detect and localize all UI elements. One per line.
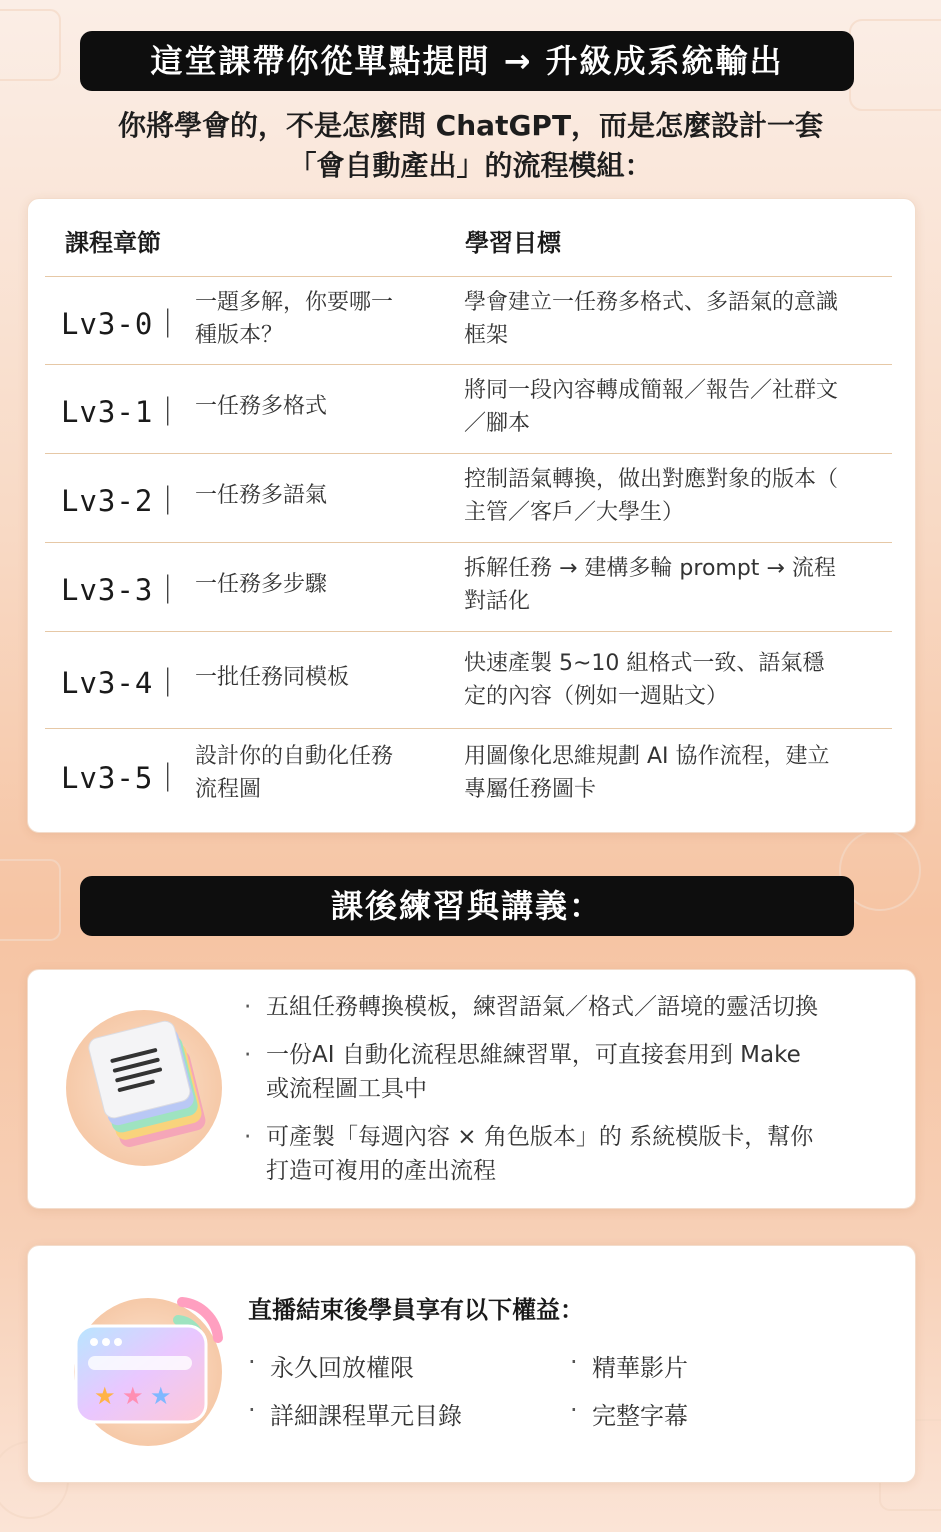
live-broadcast-icon	[64, 1280, 234, 1450]
row-goal: 用圖像化思維規劃 AI 協作流程，建立 專屬任務圖卡	[464, 744, 830, 802]
row-chapter: 設計你的自動化任務 流程圖	[195, 744, 394, 802]
row-level: Lv3-5｜	[61, 761, 184, 795]
row-chapter: 一任務多步驟	[195, 572, 328, 597]
subtitle-line-2: 「會自動產出」的流程模組：	[288, 149, 653, 182]
practice-banner: 課後練習與講義：	[80, 876, 854, 936]
row-goal: 快速產製 5~10 組格式一致、語氣穩 定的內容（例如一週貼文）	[464, 651, 825, 709]
row-goal: 控制語氣轉換，做出對應對象的版本（ 主管／客戶／大學生）	[464, 467, 839, 525]
practice-item: · 可產製「每週內容 × 角色版本」的 系統模版卡，幫你 打造可複用的產出流程	[244, 1120, 926, 1188]
row-chapter: 一批任務同模板	[195, 665, 350, 690]
rights-item: · 完整字幕	[570, 1396, 688, 1431]
rights-title: 直播結束後學員享有以下權益：	[248, 1296, 584, 1324]
row-goal: 將同一段內容轉成簡報／報告／社群文 ／腳本	[464, 378, 839, 436]
row-level: Lv3-2｜	[61, 484, 184, 518]
rights-item: · 永久回放權限	[248, 1348, 414, 1383]
table-row	[45, 631, 892, 728]
top-banner: 這堂課帶你從單點提問 → 升級成系統輸出	[80, 31, 854, 91]
row-level: Lv3-0｜	[61, 307, 184, 341]
document-stack-icon	[64, 1008, 224, 1168]
table-row	[45, 728, 892, 824]
column-header-goal: 學習目標	[465, 229, 561, 257]
rights-item: · 詳細課程單元目錄	[248, 1396, 462, 1431]
table-row	[45, 453, 892, 542]
row-level: Lv3-3｜	[61, 573, 184, 607]
table-row	[45, 542, 892, 631]
svg-text:★: ★	[150, 1382, 172, 1410]
table-row	[45, 364, 892, 453]
svg-text:★: ★	[122, 1382, 144, 1410]
rights-item: · 精華影片	[570, 1348, 688, 1383]
practice-item: · 五組任務轉換模板，練習語氣／格式／語境的靈活切換	[244, 990, 926, 1024]
row-chapter: 一任務多格式	[195, 394, 328, 419]
row-goal: 拆解任務 → 建構多輪 prompt → 流程 對話化	[464, 556, 836, 614]
row-chapter: 一題多解，你要哪一 種版本？	[195, 290, 394, 348]
row-level: Lv3-4｜	[61, 666, 184, 700]
practice-card	[27, 969, 916, 1209]
subtitle-line-1: 你將學會的，不是怎麼問 ChatGPT，而是怎麼設計一套	[117, 109, 824, 142]
svg-text:★: ★	[94, 1382, 116, 1410]
row-chapter: 一任務多語氣	[195, 483, 328, 508]
course-table	[27, 198, 916, 833]
row-level: Lv3-1｜	[61, 395, 184, 429]
rights-card	[27, 1245, 916, 1483]
table-row	[45, 276, 892, 364]
column-header-chapter: 課程章節	[65, 229, 161, 257]
row-goal: 學會建立一任務多格式、多語氣的意識 框架	[464, 290, 839, 348]
practice-item: · 一份AI 自動化流程思維練習單，可直接套用到 Make 或流程圖工具中	[244, 1038, 926, 1106]
